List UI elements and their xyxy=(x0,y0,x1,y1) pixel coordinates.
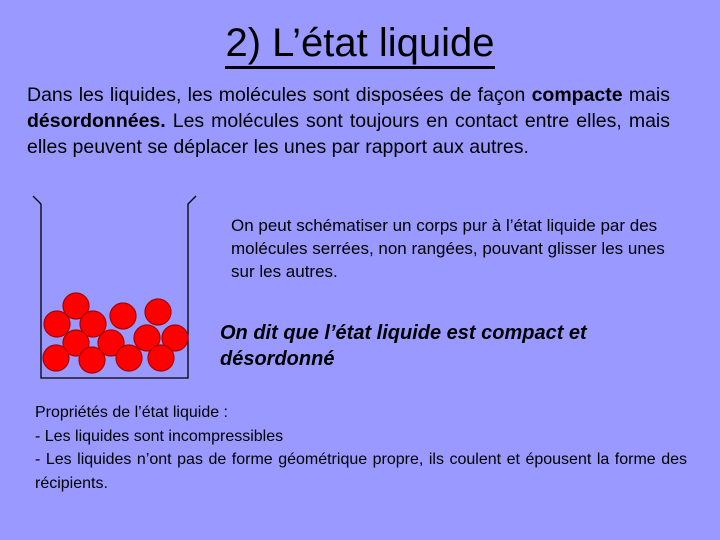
molecule xyxy=(44,311,70,337)
molecule xyxy=(148,345,174,371)
intro-bold-desordonnees: désordonnées. xyxy=(27,110,166,132)
property-item: - Les liquides n’ont pas de forme géométrique propre, ils coulent et épousent la forme des récipients. xyxy=(35,451,687,492)
molecule xyxy=(110,303,136,329)
property-item: - Les liquides sont incompressibles xyxy=(35,427,284,445)
intro-text-1: Dans les liquides, les molécules sont disposées de façon xyxy=(27,84,532,106)
molecule xyxy=(145,299,171,325)
schema-description: On peut schématiser un corps pur à l’état liquide par des molécules serrées, non rangées, pouvant glisser les unes sur les autres. xyxy=(231,216,665,281)
molecule xyxy=(43,345,69,371)
molecule xyxy=(116,345,142,371)
molecules xyxy=(43,293,188,373)
intro-paragraph xyxy=(27,82,670,160)
slide-title-text: 2) L’état liquide xyxy=(225,20,494,69)
slide-title xyxy=(0,20,720,69)
properties-heading: Propriétés de l’état liquide : xyxy=(35,404,228,421)
intro-text-2: mais xyxy=(622,84,670,106)
properties-list xyxy=(35,401,687,495)
intro-text-3: Les molécules sont toujours en contact entre elles, mais elles peuvent se déplacer les unes par rapport aux autres. xyxy=(27,110,670,158)
beaker-diagram xyxy=(30,192,200,382)
molecule xyxy=(79,347,105,373)
conclusion-statement: On dit que l’état liquide est compact et désordonné xyxy=(220,322,587,370)
intro-bold-compacte: compacte xyxy=(531,84,623,106)
